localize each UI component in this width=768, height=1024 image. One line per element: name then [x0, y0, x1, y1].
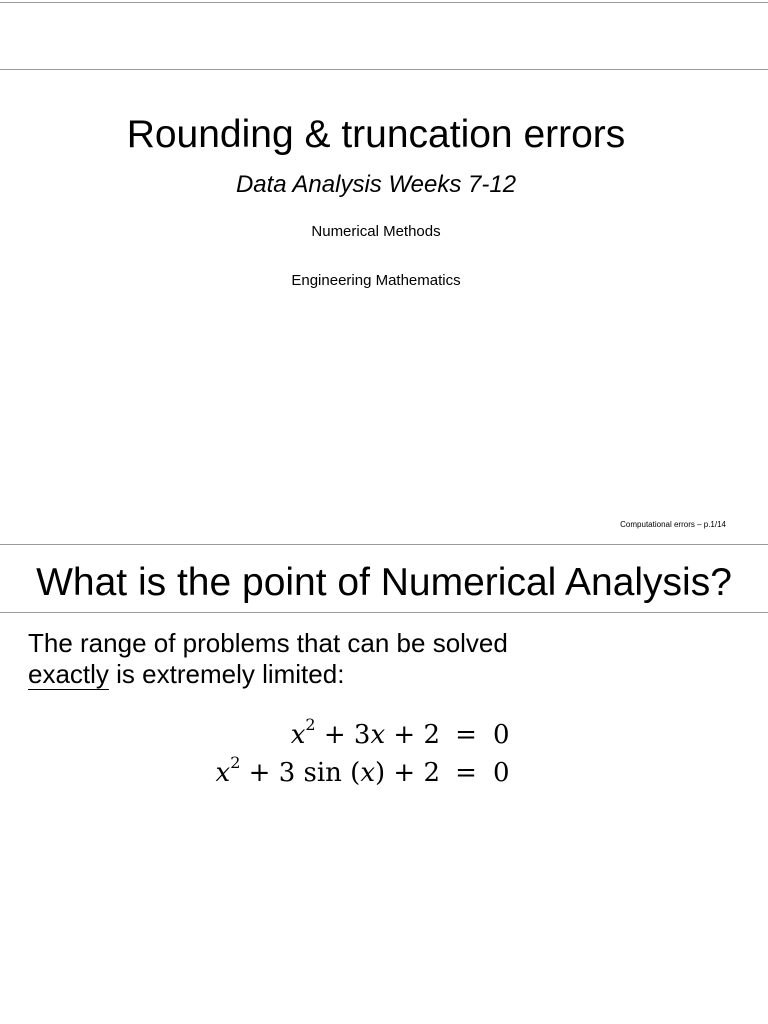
- body-line-2: [28, 659, 508, 690]
- slide1-top-rule: [0, 69, 768, 70]
- equation-rhs: 0: [493, 720, 510, 750]
- equals-sign: =: [455, 720, 477, 750]
- slide2-title: What is the point of Numerical Analysis?: [36, 561, 732, 604]
- slide-separator-rule: [0, 544, 768, 545]
- body-line-1: The range of problems that can be solved: [28, 628, 508, 658]
- department-name: Engineering Mathematics: [291, 272, 461, 289]
- equation-lhs: $x^2 + 3x + 2$: [290, 715, 440, 750]
- course-name: Numerical Methods: [311, 223, 441, 240]
- body-line-2-rest: is extremely limited:: [108, 659, 345, 689]
- equation-rhs: 0: [493, 758, 510, 788]
- equation-row: [0, 755, 768, 791]
- equals-sign: =: [455, 758, 477, 788]
- slide-subtitle: Data Analysis Weeks 7-12: [235, 171, 517, 198]
- slide-footer: Computational errors – p.1/14: [620, 520, 726, 529]
- top-edge-rule: [0, 2, 768, 3]
- slide-title: Rounding & truncation errors: [126, 113, 626, 156]
- equation-lhs: $x^2 + 3$ sin (x) + 2: [215, 753, 440, 788]
- underlined-word: exactly: [28, 659, 109, 689]
- equation-row: [0, 717, 768, 753]
- slide2-title-rule: [0, 612, 768, 613]
- slide2-body-text: [28, 628, 508, 690]
